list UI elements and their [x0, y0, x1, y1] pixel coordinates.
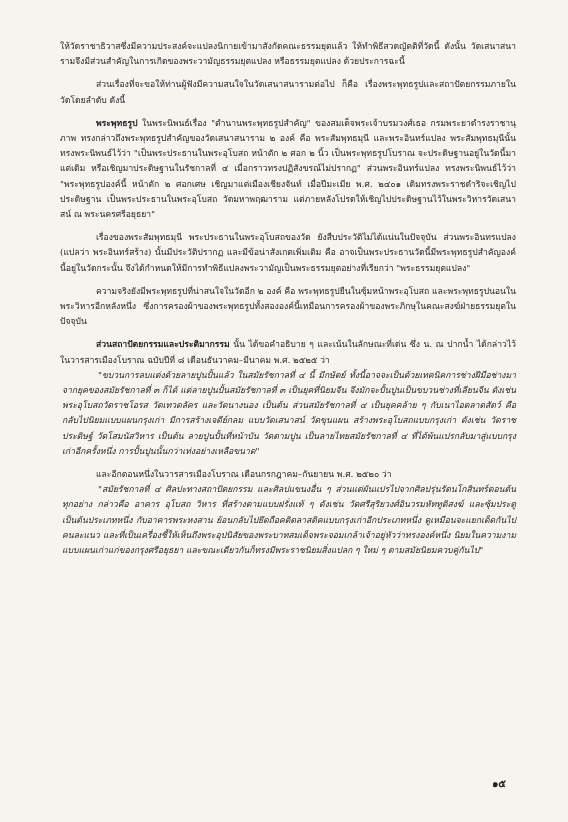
paragraph-4: เรื่องของพระสัมพุทธมุนี พระประธานในพระอุโบสถของวัด ยังสืบประวัติไม่ได้แน่นในปัจจุบัน ส่วนพระอินทรแปลง (แปลว่า พระอินทร์สร้าง) นั้นมีประวัติปรากฏ และมีข้อน่าสังเกตเพิ่มเติม คือ อาจเป็นพระประธานวัดนี้มีพระพุทธรูปสำคัญองค์นี้อยู่ในวัดกระนั้น จึงได้กำหนดให้มีการทำพิธีแปลงพระวามัญเป็นพระธรรมยุตอย่างที่เรียกว่า "พระธรรมยุตแปลง" [60, 233, 516, 274]
paragraph-5: ความจริงยังมีพระพุทธรูปที่น่าสนใจในวัดอีก ๒ องค์ คือ พระพุทธรูปยืนในซุ้มหน้าพระอุโบสถ และพระพุทธรูปนอนในพระวิหารอีกหลังหนึ่ง ซึ่งการครองผ้าของพระพุทธรูปทั้งสององค์นี้เหมือนการครองผ้าของพระภิกษุในคณะสงฆ์ฝ่ายธรรมยุตในปัจจุบัน [60, 286, 516, 328]
paragraph-architecture [60, 338, 516, 368]
paragraph-buddha-images [60, 117, 516, 223]
paragraph-buddha-images-text: ในพระนิพนธ์เรื่อง "ตำนานพระพุทธรูปสำคัญ" ของสมเด็จพระเจ้าบรมวงศ์เธอ กรมพระยาดำรงราชานุภาพ ทรงกล่าวถึงพระพุทธรูปสำคัญของวัดเสนาสนาราม ๒ องค์ คือ พระสัมพุทธมุนี และพระอินทร์แปลง พระสัมพุทธมุนีนั้นทรงพระนิพนธ์ไว้ว่า "เป็นพระประธานในพระอุโบสถ หน้าตัก ๒ ศอก ๒ นิ้ว เป็นพระพุทธรูปโบราณ จะประดิษฐานอยู่ในวัดนี้มาแต่เดิม หรือเชิญมาประดิษฐานในรัชกาลที่ ๔ เมื่อกราวทรงปฏิสังขรณ์ไม่ปรากฏ" ส่วนพระอินทร์แปลง ทรงพระนิพนธ์ไว้ว่า "พระพุทธรูปองค์นี้ หน้าตัก ๒ ศอกเศษ เชิญมาแต่เมืองเชียงจันท์ เมื่อปีมะเมีย พ.ศ. ๒๔๐๑ เดิมทรงพระราชดำริจะเชิญไปประดิษฐาน เป็นพระประธานในพระอุโบสถ วัดมหาพฤฒาราม แต่ภายหลังโปรดให้เชิญไปประดิษฐานไว้ในพระวิหารวัดเสนาสน์ ณ พระนครศรีอยุธยา" [60, 118, 516, 221]
block-quote-1: "ขบวนการลบแต่งด้วยลายปูนปั้นแล้ว ในสมัยรัชกาลที่ ๔ นี้ มีกษัตย์ ทั้งนี้อาจจะเป็นด้วยเทคนิคการช่างฝีมือช่างมาจากยุคของสมัยรัชกาลที่ ๓ ก็ได้ แต่ลายปูนปั้นสมัยรัชกาลที่ ๓ เป็นยุคที่นิยมจีน จึงมักจะปั้นปูนเป็นขบวนช่างที่เลียนจีน ดังเช่นพระอุโบสถวัดราชโอรส วัดเทวดลัคร และวัดนางนอง เป็นต้น ส่วนสมัยรัชกาลที่ ๔ เป็นยุคคล้าย ๆ กับเนาไอตลาดสัตว์ คือ กลับไปนิยมแบบแผนกรุงเก่า มีการสร้างเจดีย์กลม แบบวัดเสนาสน์ วัดขุนแผน สร้างพระอุโบสถแบบกรุงเก่า ดังเช่น วัดราชประดิษฐ์ วัดโสมนัสวิหาร เป็นต้น ลายปูนปั้นที่หน้าบัน วัดตามปูน เป็นลายไทยสมัยรัชกาลที่ ๔ ที่ได้พ้นแปรกลับมาสู่แบบกรุงเก่าอีกครั้งหนึ่ง การปั้นปูนนั้นกว่าเท่งอย่างเหลือขนาด" [62, 370, 516, 457]
paragraph-architecture-text: นั้น ได้ขอคำอธิบาย ๆ และเน้นในลักษณะที่เด่น ซึ่ง น. ณ ปากน้ำ ได้กล่าวไว้ในวารสารเมืองโบราณ ฉบับปีที่ ๘ เดือนธันวาคม–มีนาคม พ.ศ. ๒๕๒๕ ว่า [60, 340, 516, 366]
block-quote-2: "สมัยรัชกาลที่ ๔ ศิลปะทางสถาปัตยกรรม และศิลปแขนงอื่น ๆ ส่วนแต่ผันแปรไปจากศิลปรุ่นรัตนโกสินทร์ตอนต้นทุกอย่าง กล่าวคือ อาคาร อุโบสถ วิหาร ที่สร้างตามแบบฝรั่งแท้ ๆ ดังเช่น วัดศรีสุริยวงศ์อินวรมหัททูติสงฆ์ และซุ้มประตู เป็นต้นประเภทหนึ่ง กับอาคารพระหงสาน ย้อนกลับไปยึดถือคติดลาสติคแบบกรุงเก่าอีกประเภทหนึ่ง ดูเหมือนจะแยกเด็ดกันไปคนละแนว และที่เป็นเครื่องชี้ให้เห็นถึงพระอุปนิสัยของพระบาทสมเด็จพระจอมเกล้าเจ้าอยู่หัวว่าทรงองค์หนึ่ง นิยมในความงามแบบแผนเก่าแก่ของกรุงศรีอยุธยา และขณะเดียวกันก็ทรงมีพระราชนิยมสิ่งแปลก ๆ ใหม่ ๆ ตามสมัยนิยมควบคู่กันไป" [62, 485, 516, 557]
paragraph-2: ส่วนเรื่องที่จะขอให้ท่านผู้ฟังมีความสนใจในวัดเสนาสนารามต่อไป ก็คือ เรื่องพระพุทธรูปและสถาปัตยกรรมภายในวัดโดยลำดับ ดังนี้ [60, 80, 516, 106]
paragraph-middle: และอีกตอนหนึ่งในวารสารเมืองโบราณ เดือนกรกฎาคม–กันยายน พ.ศ. ๒๕๒๐ ว่า [96, 470, 392, 481]
heading-buddha-images: พระพุทธรูป [96, 118, 138, 129]
heading-architecture: ส่วนสถาปัตยกรรมและประติมากรรม [96, 340, 230, 351]
page-number: ๑๕ [492, 779, 506, 790]
paragraph-1: ให้วัดราชาธิวาสซึ่งมีความประสงค์จะแปลงนิกายเข้ามาสังกัดคณะธรรมยุตแล้ว ให้ทำพิธีสวดญัตติที่วัดนี้ ดังนั้น วัดเสนาสนารามจึงมีส่วนสำคัญในการเกิดของพระวามัญธรรมยุตแปลง หรือธรรมยุตแปลง ด้วยประการฉะนี้ [60, 42, 516, 68]
